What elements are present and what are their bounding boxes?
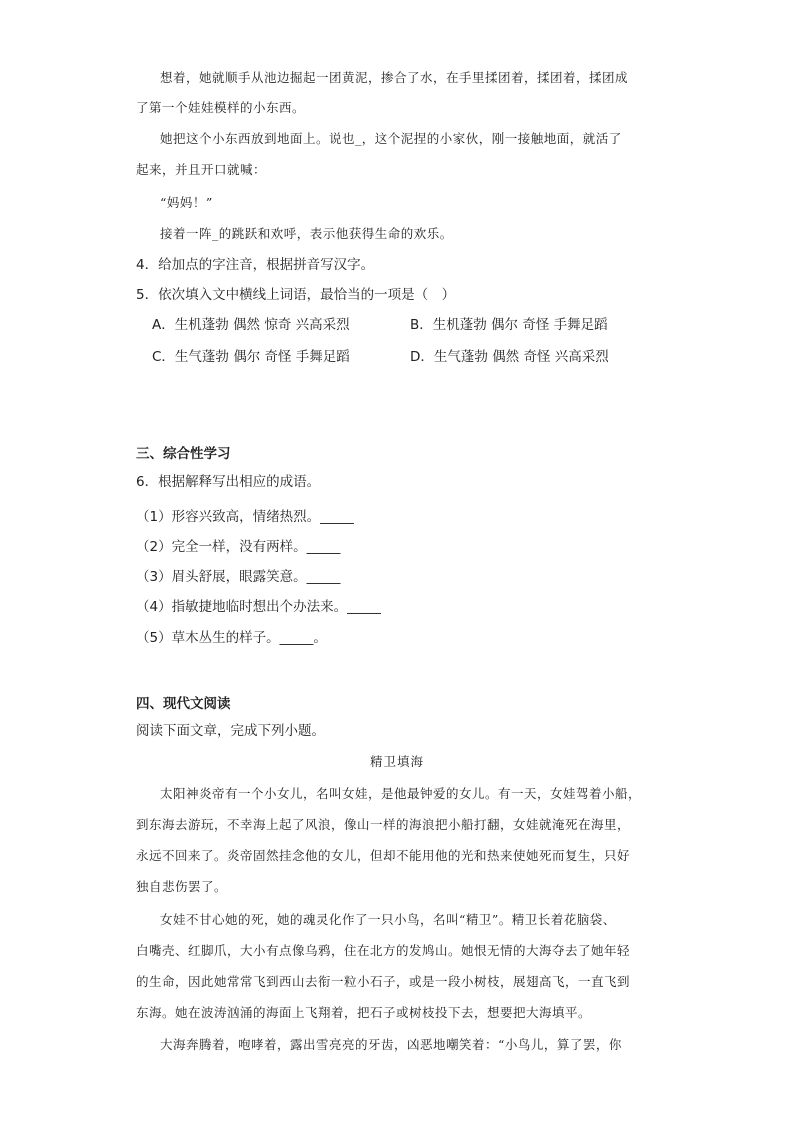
question-5: 5．依次填入文中横线上词语，最恰当的一项是（ ） <box>136 287 456 303</box>
article-line: 太阳神炎帝有一个小女儿，名叫女娃，是他最钟爱的女儿。有一天，女娃驾着小船， <box>160 786 642 801</box>
passage-line: 了第一个娃娃模样的小东西。 <box>136 100 306 115</box>
section-4-heading: 四、现代文阅读 <box>136 696 231 712</box>
reading-instruction: 阅读下面文章，完成下列小题。 <box>136 723 325 739</box>
article-line: 永远不回来了。炎帝固然挂念他的女儿，但却不能用他的光和热来使她死而复生，只好 <box>136 848 631 863</box>
section-3-heading: 三、综合性学习 <box>136 446 231 462</box>
option-c: C．生气蓬勃 偶尔 奇怪 手舞足蹈 <box>152 349 350 365</box>
q6-item: （2）完全一样，没有两样。_____ <box>136 539 341 555</box>
article-line: 东海。她在波涛汹涌的海面上飞翔着，把石子或树枝投下去，想要把大海填平。 <box>136 1005 592 1020</box>
passage-line: 她把这个小东西放到地面上。说也_，这个泥捏的小家伙，刚一接触地面，就活了 <box>160 131 622 146</box>
option-b: B．生机蓬勃 偶尔 奇怪 手舞足蹈 <box>410 317 608 333</box>
question-6: 6．根据解释写出相应的成语。 <box>136 474 321 490</box>
article-line: 独自悲伤罢了。 <box>136 879 228 894</box>
q6-item: （1）形容兴致高，情绪热烈。_____ <box>136 509 354 525</box>
passage-line: 想着，她就顺手从池边掘起一团黄泥，掺合了水，在手里揉团着，揉团着，揉团成 <box>160 70 629 85</box>
article-line: 到东海去游玩，不幸海上起了风浪，像山一样的海浪把小船打翻，女娃就淹死在海里， <box>136 817 631 832</box>
article-line: 大海奔腾着，咆哮着，露出雪亮亮的牙齿，凶恶地嘲笑着：“小鸟儿，算了罢，你 <box>160 1037 622 1052</box>
passage-line: “妈妈！” <box>160 195 213 210</box>
passage-line: 接着一阵_的跳跃和欢呼，表示他获得生命的欢乐。 <box>160 226 453 241</box>
q6-item: （3）眉头舒展，眼露笑意。_____ <box>136 569 341 585</box>
passage-line: 起来，并且开口就喊： <box>136 162 267 177</box>
q6-item: （5）草木丛生的样子。_____。 <box>136 630 327 646</box>
article-line: 女娃不甘心她的死，她的魂灵化作了一只小鸟，名叫“精卫”。精卫长着花脑袋、 <box>160 912 616 927</box>
article-line: 白嘴壳、红脚爪，大小有点像乌鸦，住在北方的发鸠山。她恨无情的大海夺去了她年轻 <box>136 943 631 958</box>
option-a: A．生机蓬勃 偶然 惊奇 兴高采烈 <box>152 317 350 333</box>
q6-item: （4）指敏捷地临时想出个办法来。_____ <box>136 599 381 615</box>
article-line: 的生命，因此她常常飞到西山去衔一粒小石子，或是一段小树枝，展翅高飞，一直飞到 <box>136 974 631 989</box>
question-4: 4．给加点的字注音，根据拼音写汉字。 <box>136 257 375 273</box>
article-title: 精卫填海 <box>369 754 424 769</box>
option-d: D．生气蓬勃 偶然 奇怪 兴高采烈 <box>410 349 609 365</box>
